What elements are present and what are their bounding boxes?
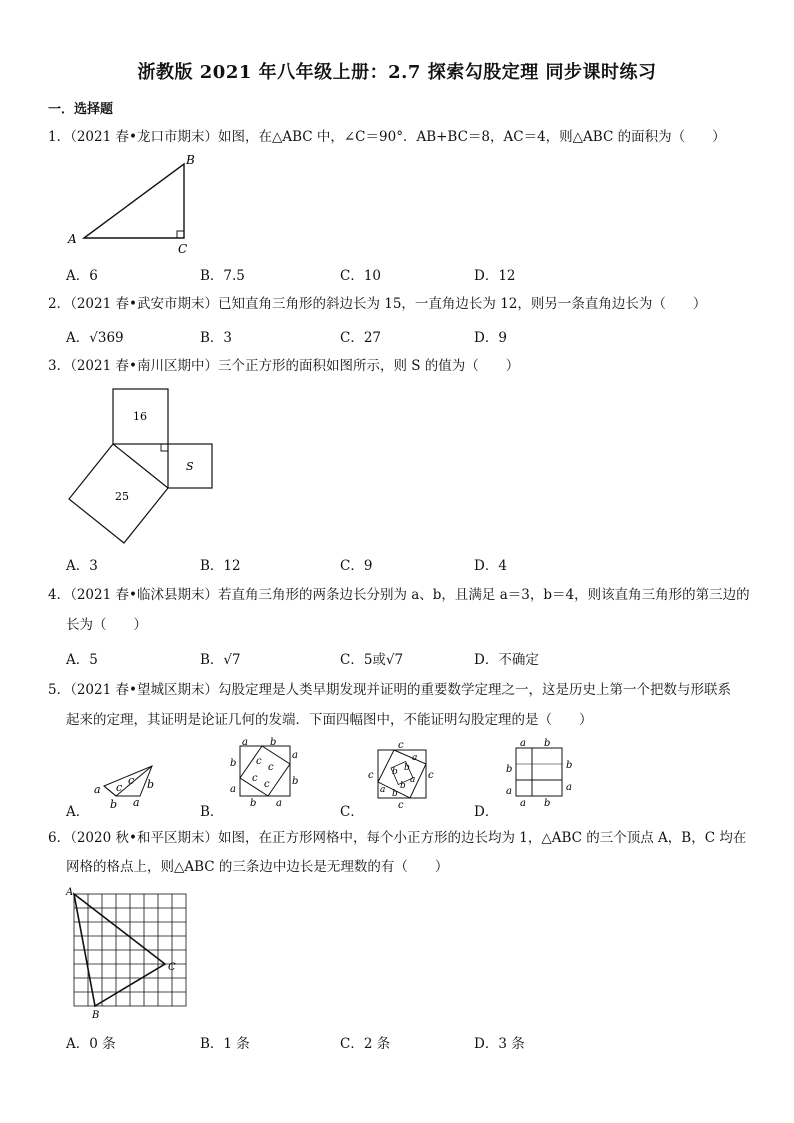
q1-option-a[interactable]: A．6 <box>66 268 98 284</box>
svg-text:c: c <box>398 740 404 751</box>
svg-text:c: c <box>398 800 404 810</box>
svg-text:a: a <box>133 796 140 808</box>
q6-label-c: C <box>168 962 176 973</box>
svg-text:a: a <box>242 737 248 748</box>
svg-text:a: a <box>506 786 512 797</box>
svg-text:b: b <box>400 781 406 791</box>
svg-text:b: b <box>544 738 551 749</box>
q5-fig-b <box>228 736 300 806</box>
q6-grid-figure <box>62 886 202 1022</box>
q6-label-b: B <box>92 1010 100 1021</box>
svg-text:a: a <box>412 753 418 763</box>
svg-text:c: c <box>268 762 274 773</box>
q1-label-a: A <box>68 232 77 246</box>
svg-text:b: b <box>392 767 398 777</box>
q2-option-d[interactable]: D．9 <box>474 330 507 346</box>
q5-option-b[interactable]: B． <box>200 804 224 820</box>
question-5-stem-line1: 5．（2021 春•望城区期末）勾股定理是人类早期发现并证明的重要数学定理之一，这是历史上第一个把数与形联系 <box>48 682 731 698</box>
q2-option-a[interactable]: A．√369 <box>66 330 124 346</box>
q1-option-c[interactable]: C．10 <box>340 268 382 284</box>
svg-text:b: b <box>110 798 118 808</box>
svg-text:a: a <box>276 798 282 806</box>
svg-text:b: b <box>270 737 277 748</box>
svg-text:c: c <box>128 774 135 787</box>
q6-option-a[interactable]: A．0 条 <box>66 1036 116 1052</box>
svg-text:c: c <box>428 770 434 781</box>
svg-text:a: a <box>94 783 101 796</box>
svg-text:b: b <box>230 758 237 769</box>
q1-triangle-figure <box>60 150 210 260</box>
q4-option-a[interactable]: A．5 <box>66 652 98 668</box>
svg-text:c: c <box>116 781 123 794</box>
q4-option-b[interactable]: B．√7 <box>200 652 241 668</box>
q3-option-a[interactable]: A．3 <box>66 558 98 574</box>
q6-label-a: A <box>66 887 74 898</box>
svg-text:c: c <box>256 756 262 767</box>
q3-option-c[interactable]: C．9 <box>340 558 373 574</box>
svg-text:b: b <box>506 764 513 775</box>
q3-label-s: S <box>186 460 194 473</box>
q2-option-c[interactable]: C．27 <box>340 330 382 346</box>
svg-text:a: a <box>520 738 526 749</box>
q3-label-25: 25 <box>115 490 129 503</box>
q2-option-b[interactable]: B．3 <box>200 330 233 346</box>
svg-text:b: b <box>250 798 257 806</box>
svg-text:a: a <box>410 775 416 785</box>
svg-text:b: b <box>392 789 398 799</box>
q5-option-a[interactable]: A． <box>66 804 90 820</box>
section-heading: 一．选择题 <box>48 102 114 117</box>
svg-text:c: c <box>264 779 270 790</box>
svg-text:a: a <box>230 784 236 795</box>
svg-text:b: b <box>404 763 410 773</box>
question-2-stem: 2．（2021 春•武安市期末）已知直角三角形的斜边长为 15，一直角边长为 12，则另一条直角边长为（ ） <box>48 296 707 312</box>
q4-option-c[interactable]: C．5或√7 <box>340 652 404 668</box>
q1-option-b[interactable]: B．7.5 <box>200 268 245 284</box>
svg-text:b: b <box>292 776 299 787</box>
svg-text:a: a <box>292 750 298 761</box>
page-title: 浙教版 2021 年八年级上册：2.7 探索勾股定理 同步课时练习 <box>137 62 657 83</box>
question-4-stem-line1: 4．（2021 春•临沭县期末）若直角三角形的两条边长分别为 a、b，且满足 a＝3，b＝4，则该直角三角形的第三边的 <box>48 587 750 603</box>
question-4-stem-line2: 长为（ ） <box>66 617 147 633</box>
q5-fig-d <box>502 736 582 806</box>
question-6-stem-line2: 网格的格点上，则△ABC 的三条边中边长是无理数的有（ ） <box>66 859 449 875</box>
svg-text:a: a <box>566 782 572 793</box>
q4-option-d[interactable]: D．不确定 <box>474 652 539 668</box>
q3-label-16: 16 <box>133 410 147 423</box>
question-3-stem: 3．（2021 春•南川区期中）三个正方形的面积如图所示，则 S 的值为（ ） <box>48 358 520 374</box>
question-1-stem: 1．（2021 春•龙口市期末）如图，在△ABC 中，∠C＝90°．AB+BC＝8，AC＝4，则△ABC 的面积为（ ） <box>48 129 726 145</box>
question-6-stem-line1: 6．（2020 秋•和平区期末）如图，在正方形网格中，每个小正方形的边长均为 1，△ABC 的三个顶点 A，B，C 均在 <box>48 830 747 846</box>
svg-text:b: b <box>147 778 155 791</box>
svg-text:b: b <box>566 760 573 771</box>
q1-option-d[interactable]: D．12 <box>474 268 516 284</box>
q5-fig-a <box>92 758 164 808</box>
svg-text:c: c <box>368 770 374 781</box>
q5-option-d[interactable]: D． <box>474 804 499 820</box>
q3-option-d[interactable]: D．4 <box>474 558 507 574</box>
q5-fig-c <box>366 740 438 810</box>
q1-label-b: B <box>186 153 195 167</box>
svg-text:b: b <box>544 798 551 806</box>
question-5-stem-line2: 起来的定理，其证明是论证几何的发端．下面四幅图中，不能证明勾股定理的是（ ） <box>66 712 593 728</box>
q6-option-b[interactable]: B．1 条 <box>200 1036 250 1052</box>
svg-text:a: a <box>380 785 386 795</box>
q5-option-c[interactable]: C． <box>340 804 364 820</box>
q6-option-d[interactable]: D．3 条 <box>474 1036 525 1052</box>
q3-squares-figure <box>60 382 230 552</box>
svg-text:c: c <box>252 773 258 784</box>
q3-option-b[interactable]: B．12 <box>200 558 241 574</box>
q6-option-c[interactable]: C．2 条 <box>340 1036 391 1052</box>
q1-label-c: C <box>178 242 188 256</box>
svg-text:a: a <box>520 798 526 806</box>
